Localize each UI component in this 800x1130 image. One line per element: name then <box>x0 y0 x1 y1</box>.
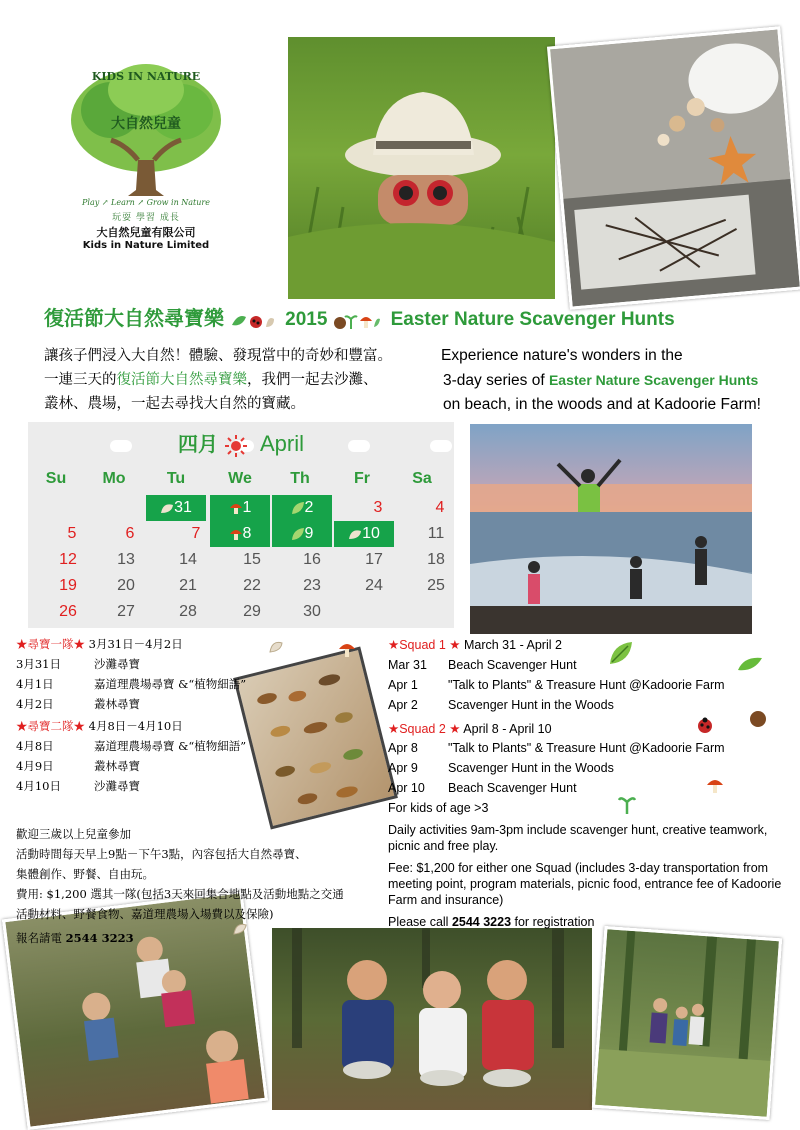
calendar-day-highlight: 10 <box>334 521 394 547</box>
calendar-day: 5 <box>67 525 77 542</box>
schedule-row: 4月10日 沙灘尋寶 <box>16 779 140 793</box>
info-en-daily: Daily activities 9am-3pm include scavenger hunt, creative teamwork, picnic and free play. <box>388 823 768 853</box>
day-header-th: Th <box>290 470 310 487</box>
calendar-title <box>28 428 454 457</box>
company-name-cn: 大自然兒童有限公司 <box>96 226 196 239</box>
calendar-day: 14 <box>179 551 197 568</box>
schedule-row: 4月8日 嘉道理農場尋寶 &“植物細語” <box>16 739 247 753</box>
calendar-day: 12 <box>59 551 77 568</box>
chestnut-sprout-mushroom-icon <box>333 311 381 331</box>
calendar-day: 3 <box>373 499 383 516</box>
calendar-day: 27 <box>117 603 135 620</box>
calendar-day: 23 <box>303 577 321 594</box>
intro-cn-line2 <box>44 368 444 392</box>
schedule-row: 4月2日 叢林尋寶 <box>16 697 140 711</box>
calendar-day: 4 <box>435 499 445 516</box>
calendar-day-highlight: 2 <box>272 495 332 521</box>
info-en-age: For kids of age >3 <box>388 801 489 815</box>
info-cn <box>16 824 396 948</box>
headline-en: Easter Nature Scavenger Hunts <box>390 309 675 330</box>
headline <box>44 302 784 330</box>
calendar-day: 20 <box>117 577 135 594</box>
intro-en-line2 <box>441 368 791 393</box>
intro-en-highlight: Easter Nature Scavenger Hunts <box>548 372 759 388</box>
leaf-ladybug-shell-icon <box>230 311 276 331</box>
info-cn-time2: 集體創作、野餐、自由玩。 <box>16 867 154 881</box>
day-header-sa: Sa <box>412 470 432 487</box>
intro-en <box>441 344 791 417</box>
shells-illustration <box>550 30 800 307</box>
headline-cn: 復活節大自然尋寶樂 <box>44 306 224 330</box>
day-header-mo: Mo <box>102 470 126 487</box>
logo-subtitle-cn: 玩耍 學習 成長 <box>112 213 180 223</box>
calendar-day-highlight: 8 <box>210 521 270 547</box>
schedule-row: Mar 31 Beach Scavenger Hunt <box>388 657 577 672</box>
intro-cn-line3: 叢林、農場，一起去尋找大自然的寶藏。 <box>44 396 305 412</box>
calendar-day: 28 <box>179 603 197 620</box>
info-en <box>388 800 788 936</box>
calendar-day: 29 <box>243 603 261 620</box>
phone-number: 2544 3223 <box>451 915 512 929</box>
schedule-row: Apr 1 "Talk to Plants" & Treasure Hunt @Kadoorie Farm <box>388 677 725 692</box>
intro-cn-line1: 讓孩子們浸入大自然！體驗、發現當中的奇妙和豐富。 <box>44 348 392 364</box>
schedule-row: Apr 2 Scavenger Hunt in the Woods <box>388 697 614 712</box>
phone-number: 2544 3223 <box>65 931 134 945</box>
calendar-day: 22 <box>243 577 261 594</box>
calendar-day: 30 <box>303 603 321 620</box>
shell-icon <box>348 527 362 541</box>
intro-cn <box>44 344 444 416</box>
helmet-illustration <box>288 37 555 299</box>
day-header-fr: Fr <box>354 470 370 487</box>
info-cn-fee2: 活動材料、野餐食物、嘉道理農場入場費以及保險) <box>16 907 274 921</box>
calendar-day-highlight: 9 <box>272 521 332 547</box>
shell-icon <box>268 638 284 654</box>
leaf-icon <box>291 527 305 541</box>
squad2-cn-header: ★尋寶二隊★ 4月8日－4月10日 <box>16 719 183 733</box>
intro-cn-line2-post: ，我們一起去沙灘、 <box>247 372 378 388</box>
logo-arc-text: KIDS IN NATURE <box>91 70 201 83</box>
calendar-day: 15 <box>243 551 261 568</box>
calendar-day-highlight: 31 <box>146 495 206 521</box>
info-cn-age: 歡迎三歲以上兒童參加 <box>16 827 131 841</box>
photo-kids-jumping-beach-sunset <box>470 424 752 634</box>
calendar-day: 26 <box>59 603 77 620</box>
squad2-cn-schedule <box>16 716 306 796</box>
schedule-row: Apr 8 "Talk to Plants" & Treasure Hunt @Kadoorie Farm <box>388 741 725 755</box>
intro-en-line1: Experience nature's wonders in the <box>441 347 683 364</box>
company-name-en: Kids in Nature Limited <box>82 240 210 251</box>
april-calendar <box>28 422 454 628</box>
photo-family-forest-walk <box>592 926 782 1120</box>
day-header-su: Su <box>45 470 67 487</box>
info-en-fee: Fee: $1,200 for either one Squad (includes 3-day transportation from meeting point, program materials, picnic food, entrance fee of Kadoorie Farm and insurance) <box>388 861 782 907</box>
photo-child-pith-helmet-binoculars <box>288 37 555 299</box>
calendar-day: 13 <box>117 551 135 568</box>
photo-three-kids-holding-plates <box>272 928 592 1110</box>
squad-en-schedule <box>388 636 788 799</box>
mushroom-icon <box>229 527 243 541</box>
logo-tagline: Play ↗ Learn ↗ Grow in Nature <box>82 198 210 207</box>
calendar-day: 19 <box>59 577 77 594</box>
squad1-cn-schedule <box>16 634 306 714</box>
shell-icon <box>160 501 174 515</box>
info-cn-registration: 報名請電 2544 3223 <box>16 931 134 945</box>
kids-plates-illustration <box>272 928 592 1110</box>
schedule-row: 3月31日 沙灘尋寶 <box>16 657 140 671</box>
calendar-day: 11 <box>427 525 445 542</box>
schedule-row: 4月1日 嘉道理農場尋寶 &“植物細語” <box>16 677 247 691</box>
logo-trunk-text: 大自然兒童 <box>111 116 181 132</box>
calendar-day: 25 <box>427 577 445 594</box>
squad2-en-header: ★Squad 2 ★ April 8 - April 10 <box>388 721 552 736</box>
mushroom-icon <box>229 501 243 515</box>
day-header-tu: Tu <box>166 470 186 487</box>
squad1-cn-header: ★尋寶一隊★ 3月31日－4月2日 <box>16 637 183 651</box>
info-cn-time1: 活動時間每天早上9點－下午3點，內容包括大自然尋寶、 <box>16 847 307 861</box>
photo-shells-and-twigs <box>547 26 800 309</box>
forest-illustration <box>595 929 779 1117</box>
info-en-registration: Please call 2544 3223 for registration <box>388 915 595 929</box>
leaf-icon <box>291 501 305 515</box>
squad1-en-header: ★Squad 1 ★ March 31 - April 2 <box>388 638 562 652</box>
intro-cn-line2-pre: 一連三天的 <box>44 372 117 388</box>
intro-en-line3: on beach, in the woods and at Kadoorie Farm! <box>443 396 761 413</box>
shell-icon <box>232 920 248 936</box>
calendar-day: 7 <box>191 525 201 542</box>
calendar-day: 24 <box>365 577 383 594</box>
calendar-month-cn: 四月 <box>178 432 219 456</box>
schedule-row: Apr 9 Scavenger Hunt in the Woods <box>388 761 614 775</box>
schedule-row: 4月9日 叢林尋寶 <box>16 759 140 773</box>
calendar-day: 17 <box>365 551 383 568</box>
calendar-day-highlight: 1 <box>210 495 270 521</box>
info-cn-fee1: 費用: $1,200 選其一隊(包括3天來回集合地點及活動地點之交通 <box>16 887 344 901</box>
day-header-we: We <box>228 470 252 487</box>
calendar-day: 6 <box>125 525 135 542</box>
calendar-month-en: April <box>259 431 304 456</box>
sun-icon <box>225 435 247 457</box>
calendar-day: 21 <box>179 577 197 594</box>
intro-en-line2-pre: 3-day series of <box>443 372 549 389</box>
beach-illustration <box>470 424 752 634</box>
intro-cn-highlight: 復活節大自然尋寶樂 <box>116 372 247 388</box>
mushroom-icon <box>338 640 356 658</box>
calendar-day: 16 <box>303 551 321 568</box>
schedule-row: Apr 10 Beach Scavenger Hunt <box>388 781 577 795</box>
calendar-day: 18 <box>427 551 445 568</box>
headline-year: 2015 <box>285 309 328 330</box>
